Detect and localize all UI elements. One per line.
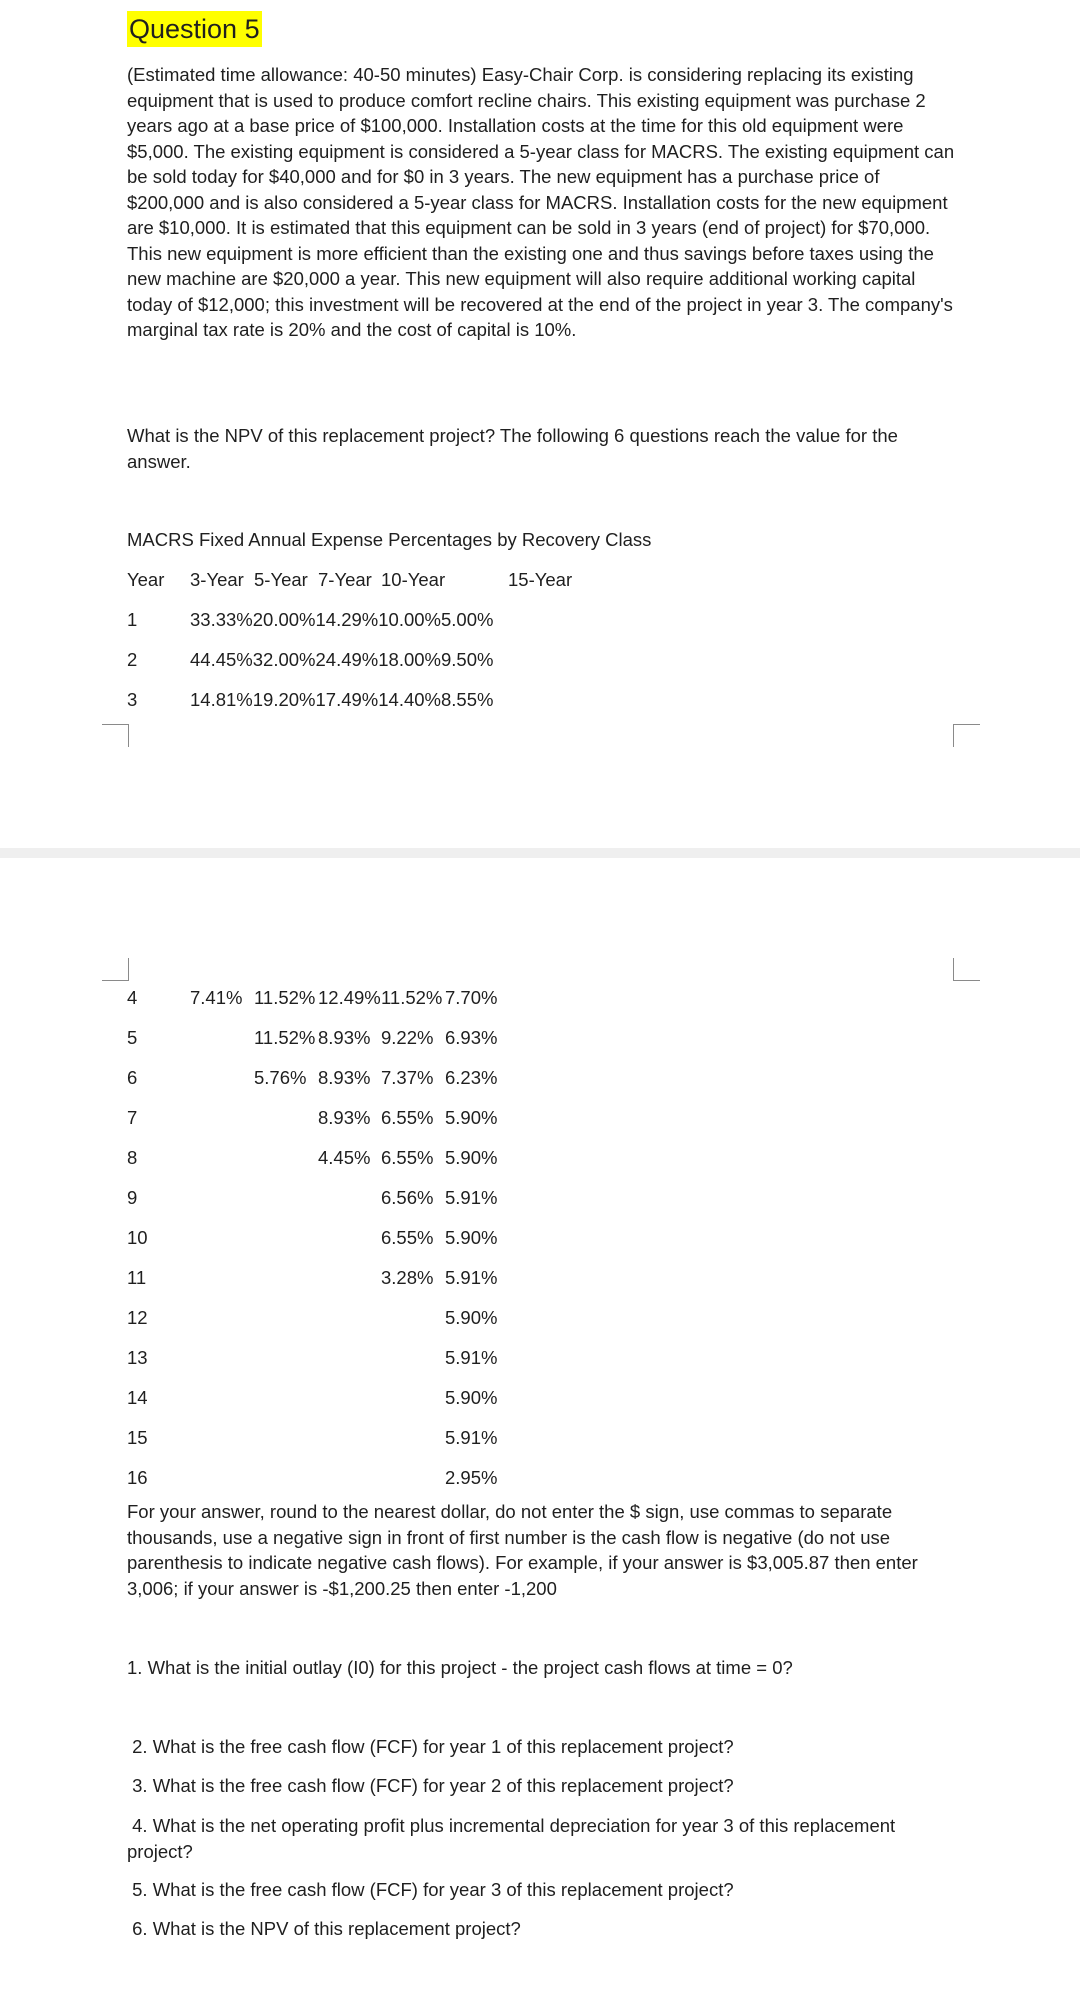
sub-question-3: 3. What is the free cash flow (FCF) for year 2 of this replacement project? xyxy=(127,1775,734,1796)
macrs-cell-15-year: 2.95% xyxy=(445,1467,498,1488)
macrs-cell-3-year: 14.81% xyxy=(190,689,253,710)
macrs-cell-15-year: 8.55% xyxy=(441,689,494,710)
macrs-cell-5-year: 11.52% xyxy=(254,1027,316,1048)
macrs-year-cell: 2 xyxy=(127,649,138,670)
macrs-cell-5-year: 32.00% xyxy=(252,649,316,670)
sub-question-2: 2. What is the free cash flow (FCF) for year 1 of this replacement project? xyxy=(127,1736,734,1757)
macrs-cell-10-year: 7.37% xyxy=(381,1067,434,1088)
macrs-row-year-5 xyxy=(127,1027,727,1053)
macrs-year-cell: 13 xyxy=(127,1347,148,1368)
crop-mark xyxy=(953,958,980,981)
header-7-year: 7-Year xyxy=(318,569,372,590)
page-separator xyxy=(0,848,1080,858)
macrs-row-year-1 xyxy=(127,609,727,635)
macrs-row-year-7 xyxy=(127,1107,727,1133)
macrs-cell-10-year: 9.22% xyxy=(381,1027,434,1048)
macrs-row-year-10 xyxy=(127,1227,727,1253)
macrs-percent-cells xyxy=(190,609,493,631)
answer-instructions-block xyxy=(127,1499,957,1601)
macrs-cell-10-year: 6.55% xyxy=(381,1227,434,1248)
sub-question-1: 1. What is the initial outlay (I0) for this project - the project cash flows at time = 0? xyxy=(127,1657,793,1678)
header-year: Year xyxy=(127,569,165,590)
macrs-cell-7-year: 4.45% xyxy=(318,1147,371,1168)
macrs-cell-15-year: 5.00% xyxy=(441,609,494,630)
macrs-cell-15-year: 5.91% xyxy=(445,1267,498,1288)
macrs-cell-5-year: 11.52% xyxy=(254,987,316,1008)
crop-mark xyxy=(102,958,129,981)
macrs-cell-10-year: 14.40% xyxy=(378,689,441,710)
macrs-year-cell: 15 xyxy=(127,1427,148,1448)
macrs-cell-3-year: 44.45% xyxy=(190,649,253,670)
macrs-cell-10-year: 10.00% xyxy=(378,609,441,630)
macrs-row-year-13 xyxy=(127,1347,727,1373)
header-15-year: 15-Year xyxy=(508,569,573,590)
macrs-cell-15-year: 5.91% xyxy=(445,1187,498,1208)
macrs-cell-7-year: 24.49% xyxy=(315,649,379,670)
macrs-cell-10-year: 6.55% xyxy=(381,1147,434,1168)
macrs-cell-10-year: 11.52% xyxy=(381,987,443,1008)
question-intro: (Estimated time allowance: 40-50 minutes) Easy-Chair Corp. is considering replacing its existing equipment that is used to produce comfort recline chairs. This existing equipment was purchase 2 years ago at a base price of $100,000. Installation costs at the time for this old equipment were $5,000. The existing equipment is considered a 5-year class for MACRS. The existing equipment can be sold today for $40,000 and for $0 in 3 years. The new equipment has a purchase price of $200,000 and is also considered a 5-year class for MACRS. Installation costs for the new equipment are $10,000. It is estimated that this equipment can be sold in 3 years (end of project) for $70,000. This new equipment is more efficient than the existing one and thus savings before taxes using the new machine are $20,000 a year. This new equipment will also require additional working capital today of $12,000; this investment will be recovered at the end of the project in year 3. The company's marginal tax rate is 20% and the cost of capital is 10%. xyxy=(127,64,955,340)
macrs-cell-15-year: 5.91% xyxy=(445,1347,498,1368)
macrs-cell-15-year: 6.93% xyxy=(445,1027,498,1048)
macrs-cell-10-year: 6.56% xyxy=(381,1187,434,1208)
macrs-cell-15-year: 5.90% xyxy=(445,1387,498,1408)
macrs-cell-7-year: 8.93% xyxy=(318,1067,371,1088)
header-10-year: 10-Year xyxy=(381,569,446,590)
macrs-row-year-2 xyxy=(127,649,727,675)
macrs-year-cell: 11 xyxy=(127,1267,147,1288)
macrs-row-year-11 xyxy=(127,1267,727,1293)
macrs-cell-7-year: 14.29% xyxy=(315,609,379,630)
macrs-row-year-4 xyxy=(127,987,727,1013)
macrs-cell-5-year: 20.00% xyxy=(252,609,316,630)
macrs-cell-7-year: 17.49% xyxy=(315,689,379,710)
macrs-percent-cells xyxy=(190,649,493,671)
macrs-row-year-15 xyxy=(127,1427,727,1453)
macrs-year-cell: 5 xyxy=(127,1027,138,1048)
answer-instructions: For your answer, round to the nearest dollar, do not enter the $ sign, use commas to separate thousands, use a negative sign in front of first number is the cash flow is negative (do not use parenthesis to indicate negative cash flows). For example, if your answer is $3,005.87 then enter 3,006; if your answer is -$1,200.25 then enter -1,200 xyxy=(127,1501,918,1599)
macrs-year-cell: 10 xyxy=(127,1227,148,1248)
macrs-row-year-14 xyxy=(127,1387,727,1413)
macrs-row-year-8 xyxy=(127,1147,727,1173)
macrs-cell-10-year: 3.28% xyxy=(381,1267,434,1288)
macrs-row-year-3 xyxy=(127,689,727,715)
macrs-header-row xyxy=(127,569,727,595)
macrs-row-year-12 xyxy=(127,1307,727,1333)
macrs-row-year-9 xyxy=(127,1187,727,1213)
macrs-row-year-6 xyxy=(127,1067,727,1093)
macrs-year-cell: 1 xyxy=(127,609,138,630)
macrs-cell-10-year: 6.55% xyxy=(381,1107,434,1128)
macrs-year-cell: 4 xyxy=(127,987,138,1008)
macrs-cell-15-year: 9.50% xyxy=(441,649,494,670)
macrs-cell-15-year: 5.90% xyxy=(445,1107,498,1128)
macrs-cell-15-year: 5.90% xyxy=(445,1227,498,1248)
question-prompt: What is the NPV of this replacement project? The following 6 questions reach the value for the answer. xyxy=(127,425,898,472)
macrs-year-cell: 12 xyxy=(127,1307,148,1328)
crop-mark xyxy=(953,724,980,747)
macrs-cell-15-year: 5.90% xyxy=(445,1147,498,1168)
macrs-cell-15-year: 5.90% xyxy=(445,1307,498,1328)
macrs-percent-cells xyxy=(190,689,493,711)
macrs-year-cell: 16 xyxy=(127,1467,148,1488)
macrs-cell-15-year: 6.23% xyxy=(445,1067,498,1088)
macrs-cell-3-year: 7.41% xyxy=(190,987,243,1008)
document-page-1 xyxy=(0,0,1080,848)
macrs-year-cell: 6 xyxy=(127,1067,138,1088)
macrs-year-cell: 8 xyxy=(127,1147,138,1168)
header-3-year: 3-Year xyxy=(190,569,244,590)
macrs-table-title: MACRS Fixed Annual Expense Percentages by Recovery Class xyxy=(127,529,652,550)
macrs-cell-10-year: 18.00% xyxy=(378,649,441,670)
macrs-cell-5-year: 5.76% xyxy=(254,1067,307,1088)
macrs-cell-7-year: 8.93% xyxy=(318,1027,371,1048)
macrs-row-year-16 xyxy=(127,1467,727,1493)
macrs-cell-3-year: 33.33% xyxy=(190,609,253,630)
sub-question-6: 6. What is the NPV of this replacement project? xyxy=(127,1918,521,1939)
sub-question-4: 4. What is the net operating profit plus incremental depreciation for year 3 of this replacement project? xyxy=(127,1815,901,1862)
question-prompt-block xyxy=(127,423,957,474)
macrs-cell-15-year: 5.91% xyxy=(445,1427,498,1448)
macrs-year-cell: 9 xyxy=(127,1187,138,1208)
macrs-cell-5-year: 19.20% xyxy=(252,689,316,710)
macrs-cell-7-year: 8.93% xyxy=(318,1107,371,1128)
macrs-cell-15-year: 7.70% xyxy=(445,987,498,1008)
macrs-year-cell: 7 xyxy=(127,1107,138,1128)
question-intro-block xyxy=(127,62,957,343)
document-page-2 xyxy=(0,858,1080,2009)
header-5-year: 5-Year xyxy=(254,569,308,590)
macrs-year-cell: 14 xyxy=(127,1387,148,1408)
crop-mark xyxy=(102,724,129,747)
macrs-cell-7-year: 12.49% xyxy=(318,987,381,1008)
sub-question-5: 5. What is the free cash flow (FCF) for year 3 of this replacement project? xyxy=(127,1879,734,1900)
question-title: Question 5 xyxy=(127,11,262,47)
macrs-year-cell: 3 xyxy=(127,689,138,710)
